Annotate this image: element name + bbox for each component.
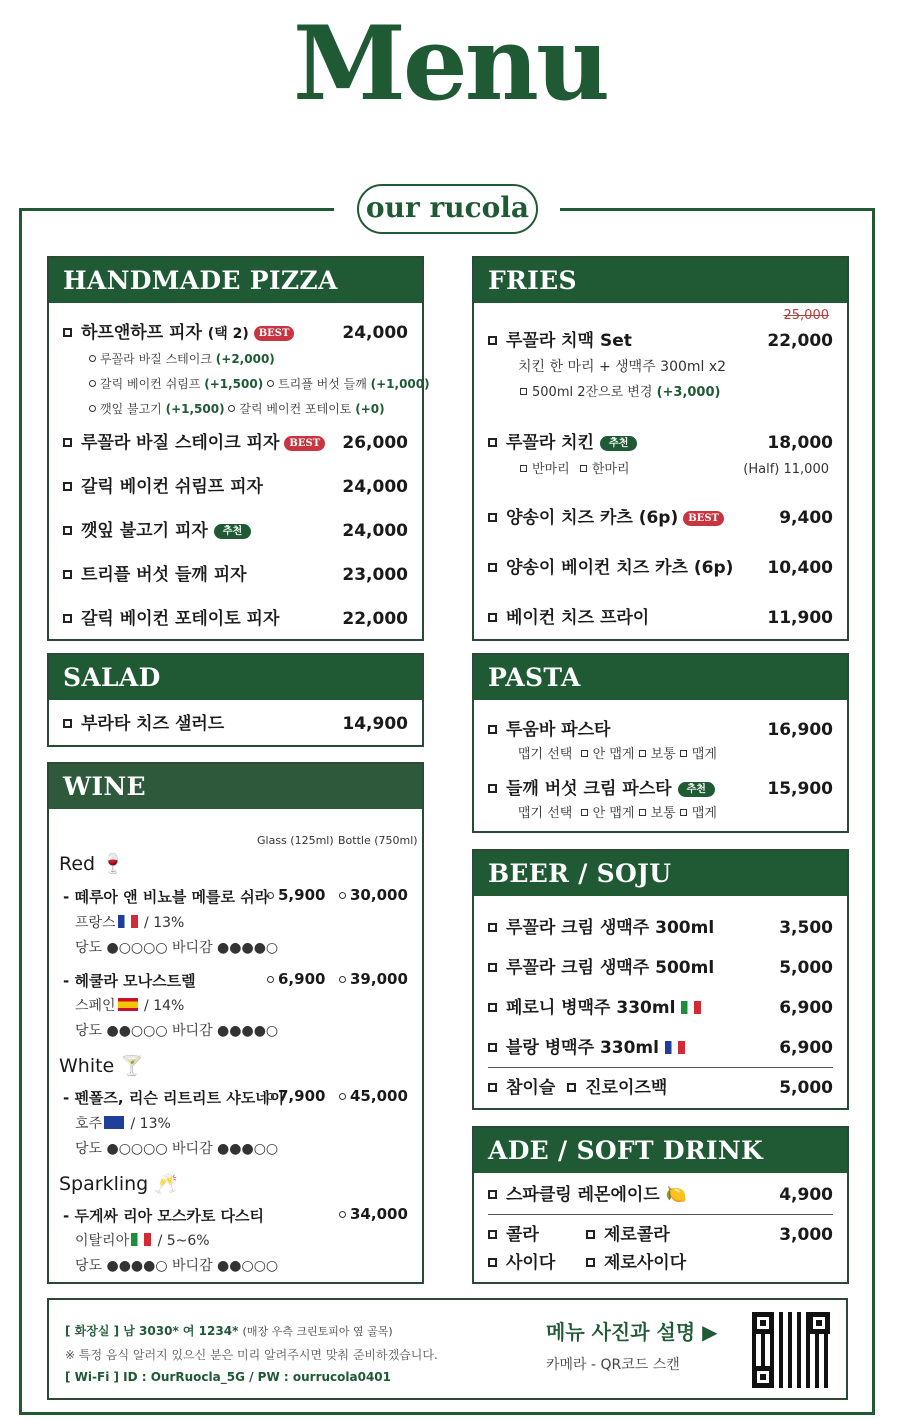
ade-section: ADE / SOFT DRINK 스파클링 레몬에이드 🍋 4,900 콜라 제로콜라 3,000 사이다 제로사이다 [472,1126,849,1284]
half-option-line-1: 루꼴라 바질 스테이크 (+2,000) [89,350,275,368]
white-wine-label: White 🍸 [59,1055,144,1077]
checkbox-icon [488,1190,497,1199]
australia-flag-icon [104,1116,124,1129]
info-footer [47,1298,848,1400]
wine-origin: 프랑스 / 13% [75,915,185,931]
pasta-section: PASTA 투움바 파스타 16,900 맵기 선택 안 맵게 보통 맵게 들깨 버섯 크림 파스타 추천 15,900 맵기 선택 안 맵게 보통 맵게 [472,653,849,833]
sparkling-wine-label: Sparkling 🥂 [59,1173,178,1195]
wine-taste: 당도 ●○○○○ 바디감 ●●●○○ [75,1141,279,1157]
checkbox-icon [63,328,72,337]
salad-heading: SALAD [49,655,422,700]
bottle-price: 39,000 [339,970,408,988]
wine-name: - 펜폴즈, 리슨 리트리트 샤도네이 [63,1089,285,1107]
ade-heading: ADE / SOFT DRINK [474,1128,847,1173]
restroom-info: [ 화장실 ] 남 3030* 여 1234* (매장 우측 크린토피아 옆 골목) [65,1324,393,1338]
checkbox-icon [488,438,497,447]
set-option: 500ml 2잔으로 변경 (+3,000) [520,384,720,402]
checkbox-icon [488,563,497,572]
brand-logo: our rucola [357,184,538,234]
beer-section: BEER / SOJU 루꼴라 크림 생맥주 300ml 3,500 루꼴라 크림 생맥주 500ml 5,000 페로니 병맥주 330ml 6,900 블랑 병맥주 330ml 6,900 참이슬 진로이즈백 5,000 [472,849,849,1110]
italy-flag-icon [681,1001,701,1014]
checkbox-icon [63,719,72,728]
half-option-line-3: 깻잎 불고기 (+1,500) 갈릭 베이컨 포테이토 (+0) [89,400,385,418]
checkbox-icon [586,1258,595,1267]
wine-taste: 당도 ●●○○○ 바디감 ●●●●○ [75,1023,279,1039]
qr-instruction: 카메라 - QR코드 스캔 [546,1357,680,1373]
wine-taste: 당도 ●○○○○ 바디감 ●●●●○ [75,940,279,956]
checkbox-icon [488,1003,497,1012]
wine-taste: 당도 ●●●●○ 바디감 ●●○○○ [75,1258,279,1274]
checkbox-icon [488,1043,497,1052]
wine-section [47,762,424,1284]
wine-heading: WINE [49,764,422,809]
wine-origin: 호주 / 13% [75,1116,171,1132]
checkbox-icon [586,1230,595,1239]
wine-origin: 이탈리아 / 5~6% [75,1233,210,1249]
wine-name: - 두게싸 리아 모스카토 다스티 [63,1207,264,1225]
checkbox-icon [488,1230,497,1239]
checkbox-icon [488,1083,497,1092]
best-badge: BEST [284,436,325,451]
spain-flag-icon [118,998,138,1011]
pasta-heading: PASTA [474,655,847,700]
checkbox-icon [488,784,497,793]
bottle-price: 45,000 [339,1087,408,1105]
bottle-column-label: Bottle (750ml) [338,834,418,847]
recommend-badge: 추천 [600,436,637,451]
divider [488,1214,833,1215]
checkbox-icon [63,570,72,579]
checkbox-icon [63,614,72,623]
italy-flag-icon [131,1233,151,1246]
qr-code[interactable] [752,1312,830,1388]
fries-heading: FRIES [474,258,847,303]
frame-top-left [19,208,334,211]
checkbox-icon [488,613,497,622]
menu-title: Menu [292,4,608,124]
bottle-price: 34,000 [339,1205,408,1223]
pizza-heading: HANDMADE PIZZA [49,258,422,303]
beer-heading: BEER / SOJU [474,851,847,896]
discounted-price: 22,000 [767,331,833,351]
glass-price: 6,900 [267,970,325,988]
checkbox-icon [63,438,72,447]
france-flag-icon [118,915,138,928]
chicken-options: 반마리 한마리 [520,461,630,479]
best-badge: BEST [254,326,295,341]
set-description: 치킨 한 마리 + 생맥주 300ml x2 [518,359,727,375]
fries-section: FRIES 25,000 루꼴라 치맥 Set 22,000 치킨 한 마리 + 생맥주 300ml x2 500ml 2잔으로 변경 (+3,000) 루꼴라 치킨 추천 18,000 반마리 한마리 (Half) 11,000 양송이 치즈 카츠 (6p) BEST 9,400 양송이 베이컨 치즈 카츠 (6p) 10,400 베이컨 치즈 프라이 11,900 [472,256,849,641]
divider [488,1067,833,1068]
glass-price: 5,900 [267,886,325,904]
glass-price: 7,900 [267,1087,325,1105]
checkbox-icon [488,1258,497,1267]
price: 24,000 [342,323,408,343]
wine-origin: 스페인 / 14% [75,998,185,1014]
wine-name: - 떼루아 앤 비뇨블 메를로 쉬라 [63,888,270,906]
checkbox-icon [488,336,497,345]
checkbox-icon [488,513,497,522]
recommend-badge: 추천 [214,524,251,539]
old-price: 25,000 [783,308,829,323]
glass-column-label: Glass (125ml) [257,834,334,847]
checkbox-icon [488,725,497,734]
checkbox-icon [63,482,72,491]
lemon-icon: 🍋 [665,1185,687,1205]
bottle-price: 30,000 [339,886,408,904]
checkbox-icon [488,923,497,932]
recommend-badge: 추천 [678,782,715,797]
best-badge: BEST [683,511,724,526]
allergy-note: ※ 특정 음식 알러지 있으신 분은 미리 알려주시면 맞춰 준비하겠습니다. [65,1348,438,1362]
pizza-section: HANDMADE PIZZA 하프앤하프 피자 (택 2) BEST 24,000 루꼴라 바질 스테이크 (+2,000) 갈릭 베이컨 쉬림프 (+1,500) 트리플 버섯 들깨 (+1,000) 깻잎 불고기 (+1,500) 갈릭 베이컨 포테이토 (+0) 루꼴라 바질 스테이크 피자 BEST 26,000 갈릭 베이컨 쉬림프 피자 24,000 깻잎 불고기 피자 추천 24,000 트리플 버섯 들깨 피자 23,000 갈릭 베이컨 포테이토 피자 22,000 [47,256,424,641]
salad-section: SALAD 부라타 치즈 샐러드 14,900 [47,653,424,747]
france-flag-icon [665,1041,685,1054]
frame-top-right [560,208,875,211]
checkbox-icon [63,526,72,535]
checkbox-icon [488,963,497,972]
wine-name: - 헤쿨라 모나스트렐 [63,972,196,990]
red-wine-label: Red 🍷 [59,853,125,875]
checkbox-icon [567,1083,576,1092]
spicy-options: 맵기 선택 안 맵게 보통 맵게 [518,806,717,821]
menu-photo-link[interactable]: 메뉴 사진과 설명 ▶ [546,1320,718,1344]
half-option-line-2: 갈릭 베이컨 쉬림프 (+1,500) 트리플 버섯 들깨 (+1,000) [89,375,430,393]
spicy-options: 맵기 선택 안 맵게 보통 맵게 [518,747,717,762]
half-price: (Half) 11,000 [743,462,829,477]
wifi-info: [ Wi-Fi ] ID : OurRuocla_5G / PW : ourrucola0401 [65,1370,391,1384]
